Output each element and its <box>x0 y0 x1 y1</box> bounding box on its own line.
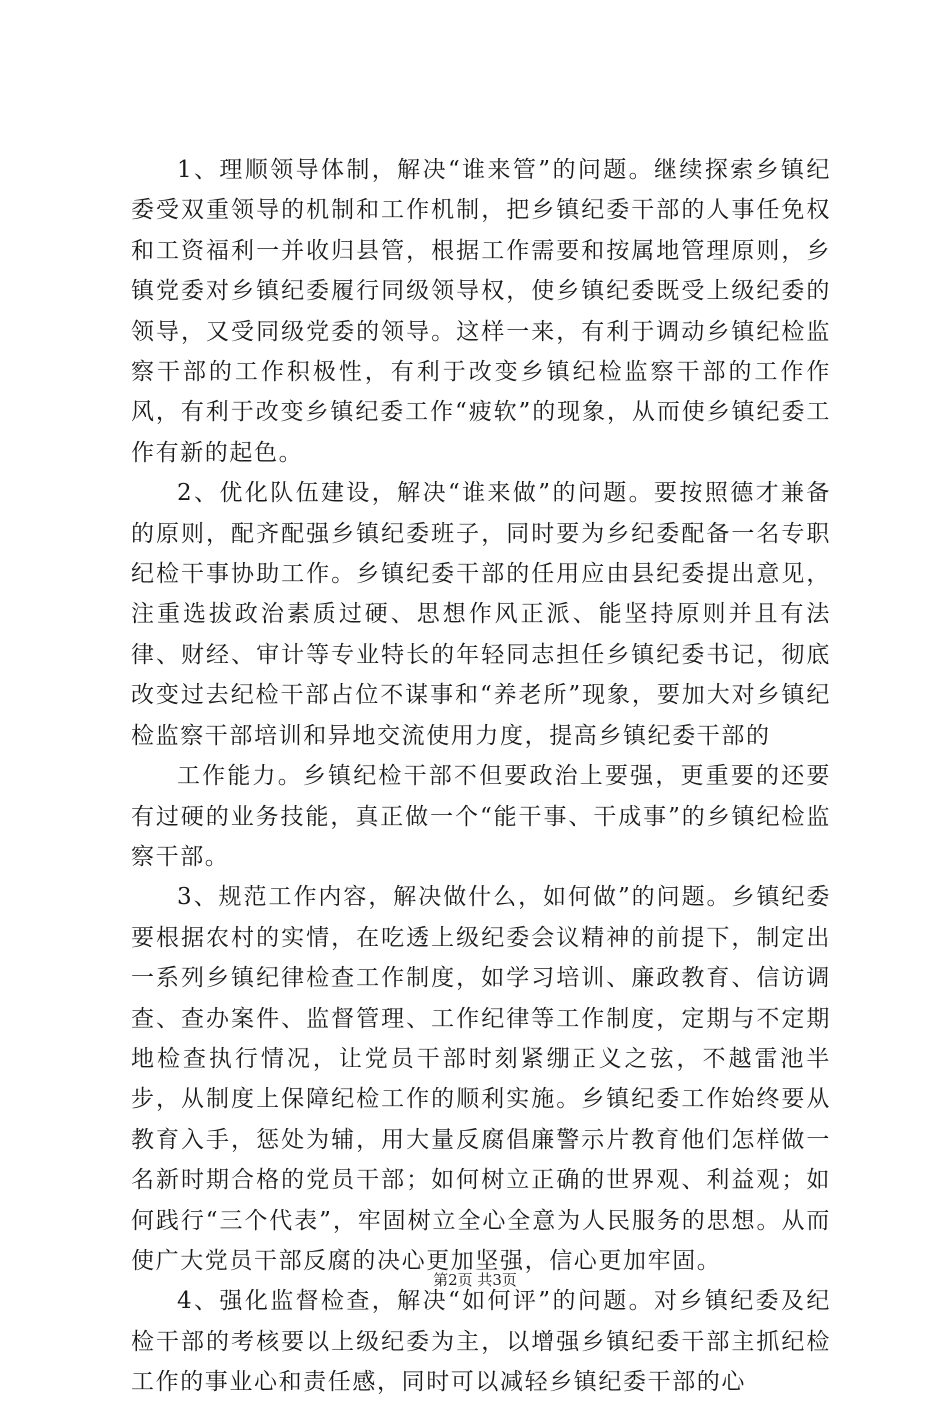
paragraph-4: 4、强化监督检查，解决“如何评”的问题。对乡镇纪委及纪检干部的考核要以上级纪委为主，以增强乡镇纪委干部主抓纪检工作的事业心和责任感，同时可以减轻乡镇纪委干部的心 <box>131 1288 831 1396</box>
document-body <box>131 150 831 1403</box>
paragraph-3: 3、规范工作内容，解决做什么，如何做”的问题。乡镇纪委要根据农村的实情，在吃透上级纪委会议精神的前提下，制定出一系列乡镇纪律检查工作制度，如学习培训、廉政教育、信访调查、查办案件、监督管理、工作纪律等工作制度，定期与不定期地检查执行情况，让党员干部时刻紧绷正义之弦，不越雷池半步，从制度上保障纪检工作的顺利实施。乡镇纪委工作始终要从教育入手，惩处为辅，用大量反腐倡廉警示片教育他们怎样做一名新时期合格的党员干部；如何树立正确的世界观、利益观；如何践行“三个代表”，牢固树立全心全意为人民服务的思想。从而使广大党员干部反腐的决心更加坚强，信心更加牢固。 <box>131 884 831 1274</box>
page-number-footer: 第2页 共3页 <box>433 1271 517 1289</box>
paragraph-2: 2、优化队伍建设，解决“谁来做”的问题。要按照德才兼备的原则，配齐配强乡镇纪委班子，同时要为乡纪委配备一名专职纪检干事协助工作。乡镇纪委干部的任用应由县纪委提出意见，注重选拔政治素质过硬、思想作风正派、能坚持原则并且有法律、财经、审计等专业特长的年轻同志担任乡镇纪委书记，彻底改变过去纪检干部占位不谋事和“养老所”现象，要加大对乡镇纪检监察干部培训和异地交流使用力度，提高乡镇纪委干部的 <box>131 480 831 749</box>
paragraph-1: 1、理顺领导体制，解决“谁来管”的问题。继续探索乡镇纪委受双重领导的机制和工作机制，把乡镇纪委干部的人事任免权和工资福利一并收归县管，根据工作需要和按属地管理原则，乡镇党委对乡镇纪委履行同级领导权，使乡镇纪委既受上级纪委的领导，又受同级党委的领导。这样一来，有利于调动乡镇纪检监察干部的工作积极性，有利于改变乡镇纪检监察干部的工作作风，有利于改变乡镇纪委工作“疲软”的现象，从而使乡镇纪委工作有新的起色。 <box>131 157 831 466</box>
paragraph-2-continued: 工作能力。乡镇纪检干部不但要政治上要强，更重要的还要有过硬的业务技能，真正做一个“能干事、干成事”的乡镇纪检监察干部。 <box>131 763 831 870</box>
